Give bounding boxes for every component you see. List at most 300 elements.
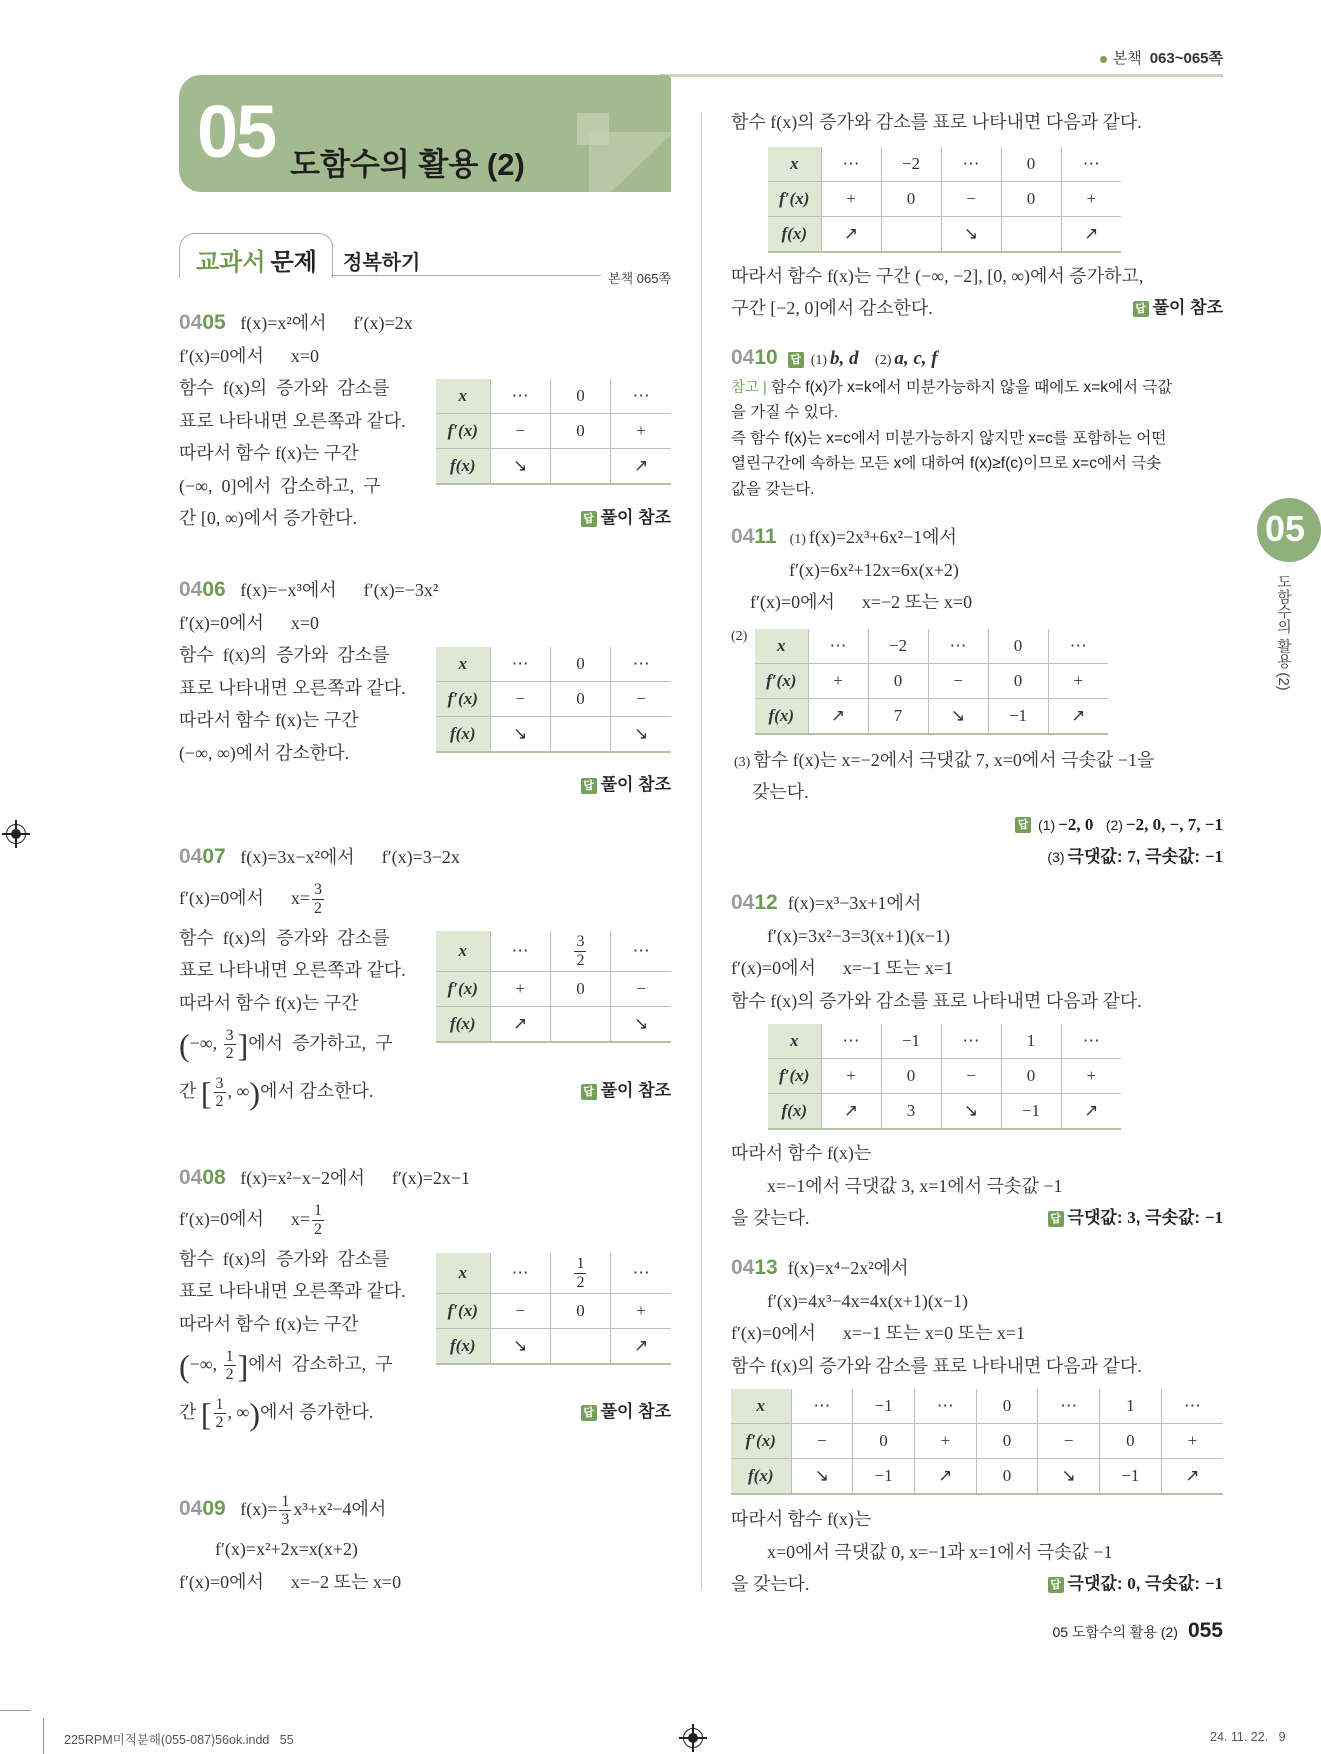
large-bracket: ): [249, 1074, 261, 1111]
table-wrapper: [768, 147, 1223, 253]
problem-0410: [731, 342, 1223, 502]
row-header: f′(x): [755, 663, 808, 698]
section-tab: [179, 233, 333, 278]
sub-question-label: (1): [810, 353, 828, 368]
math-text: f(x)=x³−3x+1에서: [787, 893, 922, 913]
math-text: −1: [901, 1031, 921, 1050]
math-text: ↘: [814, 1466, 829, 1485]
math-text: (−∞, ∞)에서 감소한다.: [179, 742, 350, 763]
math-text: ⋯: [949, 635, 967, 655]
header-rule: [660, 74, 1223, 77]
table-cell: [1048, 698, 1108, 734]
math-text: 0: [576, 979, 585, 998]
table-wrapper: [731, 1389, 1223, 1495]
solution-line: [179, 704, 671, 737]
row-header: f(x): [731, 1459, 791, 1495]
table-cell: [853, 1424, 915, 1459]
table-row: [768, 1094, 1121, 1130]
math-text: f(x)=x²에서 f′(x)=2x: [235, 313, 413, 333]
solution-line: [179, 1533, 671, 1566]
math-text: 0: [906, 188, 916, 208]
math-text: ⋯: [632, 1263, 650, 1282]
table-row: [755, 629, 1108, 664]
row-header: f(x): [436, 1329, 490, 1365]
math-text: 1: [1026, 1031, 1036, 1050]
math-text: f′(x)=0에서 x=: [179, 1208, 310, 1229]
solution-line: [179, 1275, 671, 1308]
large-bracket: [: [200, 1074, 212, 1111]
math-text: 함수 f(x)의 증가와 감소를 표로 나타내면 다음과 같다.: [731, 990, 1142, 1011]
math-text: ↗: [843, 1101, 859, 1120]
table-cell: [941, 216, 1001, 252]
solution-line: [731, 292, 1223, 325]
math-text: ⋯: [632, 654, 650, 673]
table-cell: [808, 663, 868, 698]
fraction-numerator: 1: [576, 1254, 585, 1272]
math-text: 따라서 함수 f(x)는 구간: [179, 443, 359, 463]
solution-line: [179, 502, 671, 535]
increase-decrease-table: [731, 1389, 1223, 1495]
problem-number: 0405: [179, 311, 226, 334]
fraction-denominator: 2: [225, 1366, 234, 1384]
math-text: f(x)=x⁴−2x²에서: [787, 1258, 909, 1278]
math-text: −: [515, 421, 525, 440]
math-text: , 극솟값:: [1135, 1574, 1205, 1593]
math-text: ⋯: [632, 386, 650, 405]
math-text: −1: [1021, 1101, 1041, 1120]
answer-value: a, c, f: [894, 348, 938, 369]
answer: [581, 769, 671, 802]
math-text: ↗: [1071, 705, 1086, 725]
row-header: x: [436, 379, 490, 414]
math-text: 0: [906, 1066, 916, 1085]
table-cell: [941, 1059, 1001, 1094]
solution-line: [179, 437, 671, 470]
solution-line: [731, 1170, 1223, 1203]
math-text: 값을 갖는다.: [731, 480, 815, 498]
large-bracket: ]: [237, 1347, 249, 1384]
math-text: 함수 f(x)의 증가와 감소를: [179, 927, 390, 948]
section-tab-green: 교과서: [196, 249, 266, 276]
solution-line: [179, 1162, 671, 1195]
answer-value: −1: [1204, 1574, 1223, 1593]
math-text: 간 [0, ∞)에서 증가한다.: [179, 508, 358, 528]
math-text: 0: [1013, 635, 1023, 655]
large-bracket: ): [249, 1395, 261, 1432]
math-text: , ∞: [227, 1402, 250, 1422]
table-cell: [1061, 216, 1121, 252]
fraction-numerator: 3: [215, 1074, 224, 1092]
math-text: 0: [576, 1301, 585, 1320]
problem-number: 0407: [179, 845, 226, 868]
solution-line: [731, 744, 1223, 777]
math-text: 극댓값:: [1067, 1574, 1128, 1593]
fraction-denominator: 2: [215, 1093, 224, 1111]
solution-line: [731, 1317, 1223, 1350]
table-row: [768, 147, 1121, 182]
solution-line: [179, 769, 671, 802]
math-text: 0: [1002, 1466, 1012, 1485]
math-text: 풀이 참조: [1152, 298, 1223, 317]
solution-line: [179, 1308, 671, 1341]
math-text: ⋯: [842, 1031, 860, 1050]
math-text: f′(x)=4x³−4x=4x(x+1)(x−1): [767, 1290, 969, 1311]
answer: [581, 1067, 671, 1115]
math-text: −2: [901, 153, 921, 173]
math-text: 0: [1026, 153, 1036, 173]
solution-line: [731, 1202, 1223, 1235]
math-text: f(x)=: [235, 1499, 278, 1519]
solution-line: [179, 1566, 671, 1599]
table-cell: [808, 698, 868, 734]
math-text: 0: [1013, 670, 1023, 690]
solution-line: [179, 1067, 671, 1115]
table-cell: [821, 1094, 881, 1130]
math-text: −: [1063, 1431, 1074, 1450]
solution-line: [179, 1388, 671, 1436]
math-text: 표로 나타내면 오른쪽과 같다.: [179, 960, 406, 980]
side-tab-number: 05: [1265, 508, 1306, 549]
math-text: x=−1에서 극댓값 3, x=1에서 극솟값 −1: [767, 1175, 1063, 1196]
problem-0409: [179, 1485, 671, 1598]
math-text: [859, 348, 873, 368]
math-text: f′(x)=0에서 x=−2 또는 x=0: [750, 592, 973, 612]
table-cell: [988, 663, 1048, 698]
answer-badge-icon: 답: [581, 1084, 597, 1100]
table-cell: [928, 629, 988, 664]
math-text: 함수 f(x)는 x=−2에서 극댓값 7, x=0에서 극솟값 −1을: [753, 749, 1155, 770]
row-header: f′(x): [436, 1294, 490, 1329]
row-header: f′(x): [436, 682, 490, 717]
math-text: 0: [879, 1431, 888, 1450]
row-header: f(x): [755, 698, 808, 734]
math-text: ↘: [950, 705, 966, 725]
table-cell: [821, 181, 881, 216]
table-cell: [791, 1389, 853, 1424]
math-text: 을 갖는다.: [731, 1208, 810, 1228]
table-cell: [1001, 1094, 1061, 1130]
math-text: (−∞, 0]에서 감소하고, 구: [179, 475, 381, 496]
math-text: , ∞: [227, 1081, 250, 1101]
math-text: 에서 증가하고, 구: [248, 1033, 393, 1053]
chapter-banner: [179, 75, 671, 192]
row-header: f(x): [436, 1007, 490, 1043]
print-date: 24. 11. 22. 9: [1210, 1730, 1286, 1744]
fraction-denominator: 2: [314, 899, 322, 917]
fraction: [312, 881, 324, 917]
math-text: +: [1086, 188, 1097, 208]
math-text: f′(x)=x²+2x=x(x+2): [215, 1539, 358, 1559]
answer-badge-icon: 답: [581, 1405, 597, 1421]
answer-value: 7: [1127, 847, 1136, 866]
fraction: [312, 1202, 324, 1238]
table-wrapper: [731, 628, 1223, 735]
answer-badge-icon: 답: [788, 352, 804, 368]
solution-line: [179, 639, 671, 672]
table-cell: [914, 1389, 976, 1424]
row-header: x: [755, 629, 808, 664]
math-text: 갖는다.: [752, 782, 809, 802]
math-text: ↘: [633, 1014, 649, 1033]
solution-line: [731, 477, 1223, 503]
crop-mark: [0, 1710, 31, 1711]
math-text: −: [817, 1431, 827, 1450]
math-text: x³+x²−4에서: [293, 1499, 387, 1519]
table-row: [768, 1059, 1121, 1094]
math-text: +: [1086, 1066, 1097, 1085]
footer-chapter: 05 도함수의 활용 (2): [1052, 1624, 1178, 1640]
table-cell: [1100, 1459, 1162, 1495]
table-cell: [821, 1059, 881, 1094]
solution-line: [179, 405, 671, 438]
math-text: +: [846, 1066, 856, 1085]
math-text: 풀이 참조: [600, 775, 671, 794]
math-text: f′(x)=6x²+12x=6x(x+2): [789, 559, 959, 580]
math-text: +: [1187, 1431, 1198, 1450]
math-text: +: [1073, 670, 1084, 690]
table-cell: [1100, 1424, 1162, 1459]
problem-0412: [731, 887, 1223, 1235]
table-cell: [1161, 1389, 1223, 1424]
answer: [1015, 809, 1223, 842]
answer: [581, 1388, 671, 1436]
reference-pages: 063~065쪽: [1149, 50, 1223, 67]
math-text: 0: [1126, 1431, 1135, 1450]
math-text: 따라서 함수 f(x)는: [731, 1143, 872, 1163]
fraction-numerator: 1: [215, 1395, 224, 1413]
table-cell: [1001, 216, 1061, 252]
section-subtitle: 정복하기: [343, 252, 421, 274]
problem-0413: [731, 1252, 1223, 1601]
math-text: 따라서 함수 f(x)는 구간 (−∞, −2], [0, ∞)에서 증가하고,: [731, 265, 1144, 286]
math-text: 표로 나타내면 오른쪽과 같다.: [179, 677, 406, 698]
math-text: −: [636, 689, 646, 708]
fraction: [279, 1493, 291, 1529]
problem-0408: [179, 1162, 671, 1436]
solution-line: [731, 985, 1223, 1018]
math-text: ↘: [963, 223, 979, 243]
fraction-denominator: 3: [281, 1511, 290, 1529]
table-cell: [1001, 181, 1061, 216]
solution-continuation: [731, 106, 1223, 325]
answer: [1048, 1202, 1223, 1235]
math-text: 7: [893, 705, 903, 725]
math-text: , 극솟값:: [1135, 847, 1205, 866]
math-text: f(x)=x²−x−2에서 f′(x)=2x−1: [235, 1168, 471, 1188]
math-text: ↗: [633, 456, 649, 475]
table-cell: [881, 147, 941, 182]
table-cell: [1048, 663, 1108, 698]
solution-line: [731, 375, 1223, 401]
problem-number: 0413: [731, 1256, 778, 1279]
math-text: −: [515, 689, 525, 708]
table-cell: [1161, 1424, 1223, 1459]
math-text: +: [833, 670, 843, 690]
table-cell: [941, 147, 1001, 182]
answer-value: −1: [1204, 1208, 1223, 1227]
table-cell: [791, 1459, 853, 1495]
solution-line: [731, 1350, 1223, 1383]
answer-badge-icon: 답: [581, 778, 597, 794]
table-cell: [988, 629, 1048, 664]
math-text: ↘: [633, 724, 649, 743]
table-cell: [1061, 147, 1121, 182]
math-text: 0: [1026, 188, 1036, 208]
table-cell: [1100, 1389, 1162, 1424]
fraction: [214, 1396, 226, 1432]
large-bracket: (: [179, 1347, 190, 1384]
table-cell: [853, 1459, 915, 1495]
solution-line: [179, 1340, 671, 1388]
problem-0405: [179, 307, 671, 535]
solution-line: [179, 951, 671, 987]
math-text: 0: [576, 654, 585, 673]
table-cell: [881, 181, 941, 216]
math-text: f′(x)=0에서 x=−2 또는 x=0: [179, 1571, 402, 1592]
table-cell: [976, 1389, 1038, 1424]
math-text: f(x)=−x³에서 f′(x)=−3x²: [235, 580, 439, 600]
answer-value: −1: [1204, 847, 1223, 866]
row-header: f′(x): [436, 414, 490, 449]
math-text: 함수 f(x)의 증가와 감소를: [179, 378, 390, 398]
math-text: ⋯: [511, 1263, 529, 1282]
math-text: ⋯: [511, 941, 529, 960]
problem-number: 0411: [731, 525, 777, 548]
table-cell: [1038, 1389, 1100, 1424]
table-cell: [881, 1059, 941, 1094]
math-text: −: [636, 979, 646, 998]
increase-decrease-table: [768, 1024, 1121, 1130]
side-tab-title: 도함수의 활용 (2): [1275, 574, 1292, 691]
increase-decrease-table: [755, 629, 1108, 735]
math-text: 풀이 참조: [600, 1402, 671, 1421]
section-tab-dark: 문제: [270, 249, 317, 276]
math-text: ↘: [963, 1101, 979, 1120]
table-cell: [928, 698, 988, 734]
problem-number: 0406: [179, 578, 226, 601]
answer-value: b, d: [830, 348, 859, 369]
table-cell: [868, 629, 928, 664]
reference-label: 본책: [1112, 50, 1142, 67]
math-text: ↗: [633, 1336, 649, 1355]
answer-value: 0: [1127, 1574, 1136, 1593]
table-cell: [1038, 1424, 1100, 1459]
answer: [1048, 1568, 1223, 1601]
math-text: , 극솟값:: [1135, 1208, 1205, 1227]
math-text: ⋯: [1183, 1396, 1201, 1415]
sub-question-label: (2): [1105, 816, 1123, 833]
math-text: +: [940, 1431, 951, 1450]
math-text: 구간 [−2, 0]에서 감소한다.: [731, 298, 933, 318]
math-text: 열린구간에 속하는 모든 x에 대하여 f(x)≥f(c)이므로 x=c에서 극솟: [731, 455, 1162, 472]
math-text: 0: [576, 689, 585, 708]
table-wrapper: [768, 1024, 1223, 1130]
table-cell: [881, 1024, 941, 1059]
solution-line: [731, 521, 1223, 554]
math-text: ⋯: [1060, 1396, 1078, 1415]
row-header: f′(x): [436, 972, 490, 1007]
math-text: +: [846, 188, 856, 208]
row-header: f′(x): [731, 1424, 791, 1459]
solution-line: [179, 1195, 671, 1243]
math-text: 을 갖는다.: [731, 1574, 810, 1594]
row-header: x: [731, 1389, 791, 1424]
math-text: 표로 나타내면 오른쪽과 같다.: [179, 410, 406, 431]
solution-line: [731, 554, 1223, 587]
print-file-slug: 225RPM미적분해(055-087)56ok.indd 55: [64, 1733, 294, 1747]
math-text: +: [515, 979, 525, 998]
math-text: f′(x)=0에서 x=−1 또는 x=0 또는 x=1: [731, 1323, 1026, 1343]
solution-line: [731, 1536, 1223, 1569]
fraction-numerator: 1: [314, 1202, 322, 1220]
problem-0411: [731, 521, 1223, 874]
math-text: ⋯: [1082, 1031, 1100, 1050]
solution-line: [731, 841, 1223, 874]
math-text: ⋯: [1082, 153, 1100, 173]
solution-line: [179, 1485, 671, 1533]
math-text: ↗: [1084, 1101, 1099, 1120]
page-number: 055: [1187, 1619, 1223, 1642]
math-text: −: [966, 188, 976, 208]
math-text: 따라서 함수 f(x)는: [731, 1509, 872, 1529]
solution-line: [731, 1503, 1223, 1536]
table-cell: [791, 1424, 853, 1459]
table-cell: [941, 181, 1001, 216]
table-cell: [976, 1424, 1038, 1459]
math-text: 을 가질 수 있다.: [731, 404, 839, 421]
section-rule: [331, 275, 601, 276]
math-text: 간: [179, 1402, 201, 1422]
solution-line: [731, 342, 1223, 375]
solution-line: [731, 106, 1223, 139]
row-header: f′(x): [768, 1059, 821, 1094]
sub-question-label: (3): [1047, 849, 1065, 865]
page-footer: [1052, 1619, 1223, 1643]
row-header: x: [436, 931, 490, 972]
math-text: ↗: [1185, 1466, 1200, 1485]
solution-line: [731, 920, 1223, 953]
table-row: [731, 1389, 1223, 1424]
math-text: −: [515, 1301, 525, 1320]
math-text: 따라서 함수 f(x)는 구간: [179, 710, 359, 730]
answer-badge-icon: 답: [1048, 1577, 1064, 1593]
fraction-numerator: 1: [281, 1492, 290, 1510]
banner-decoration: [577, 113, 609, 145]
fraction-numerator: 1: [225, 1347, 234, 1365]
chapter-number: 05: [197, 90, 276, 173]
math-text: ⋯: [813, 1396, 831, 1415]
fraction-numerator: 3: [576, 932, 585, 950]
section-page-reference: 본책 065쪽: [608, 271, 671, 286]
table-cell: [914, 1459, 976, 1495]
sub-question-label: (3): [734, 754, 751, 770]
row-header: f(x): [436, 449, 490, 485]
math-text: 따라서 함수 f(x)는 구간: [179, 1313, 359, 1334]
math-text: ⋯: [829, 635, 847, 655]
table-cell: [1061, 1059, 1121, 1094]
math-text: −1: [874, 1466, 893, 1485]
answer: [581, 502, 671, 535]
math-text: ↘: [513, 456, 528, 475]
fraction-denominator: 2: [225, 1045, 234, 1063]
math-text: 풀이 참조: [600, 508, 671, 527]
table-row: [768, 216, 1121, 252]
math-text: ↘: [513, 724, 528, 743]
solution-line: [179, 737, 671, 770]
solution-line: [179, 607, 671, 640]
math-text: −: [953, 670, 963, 690]
sub-question-label: (1): [1038, 816, 1056, 833]
